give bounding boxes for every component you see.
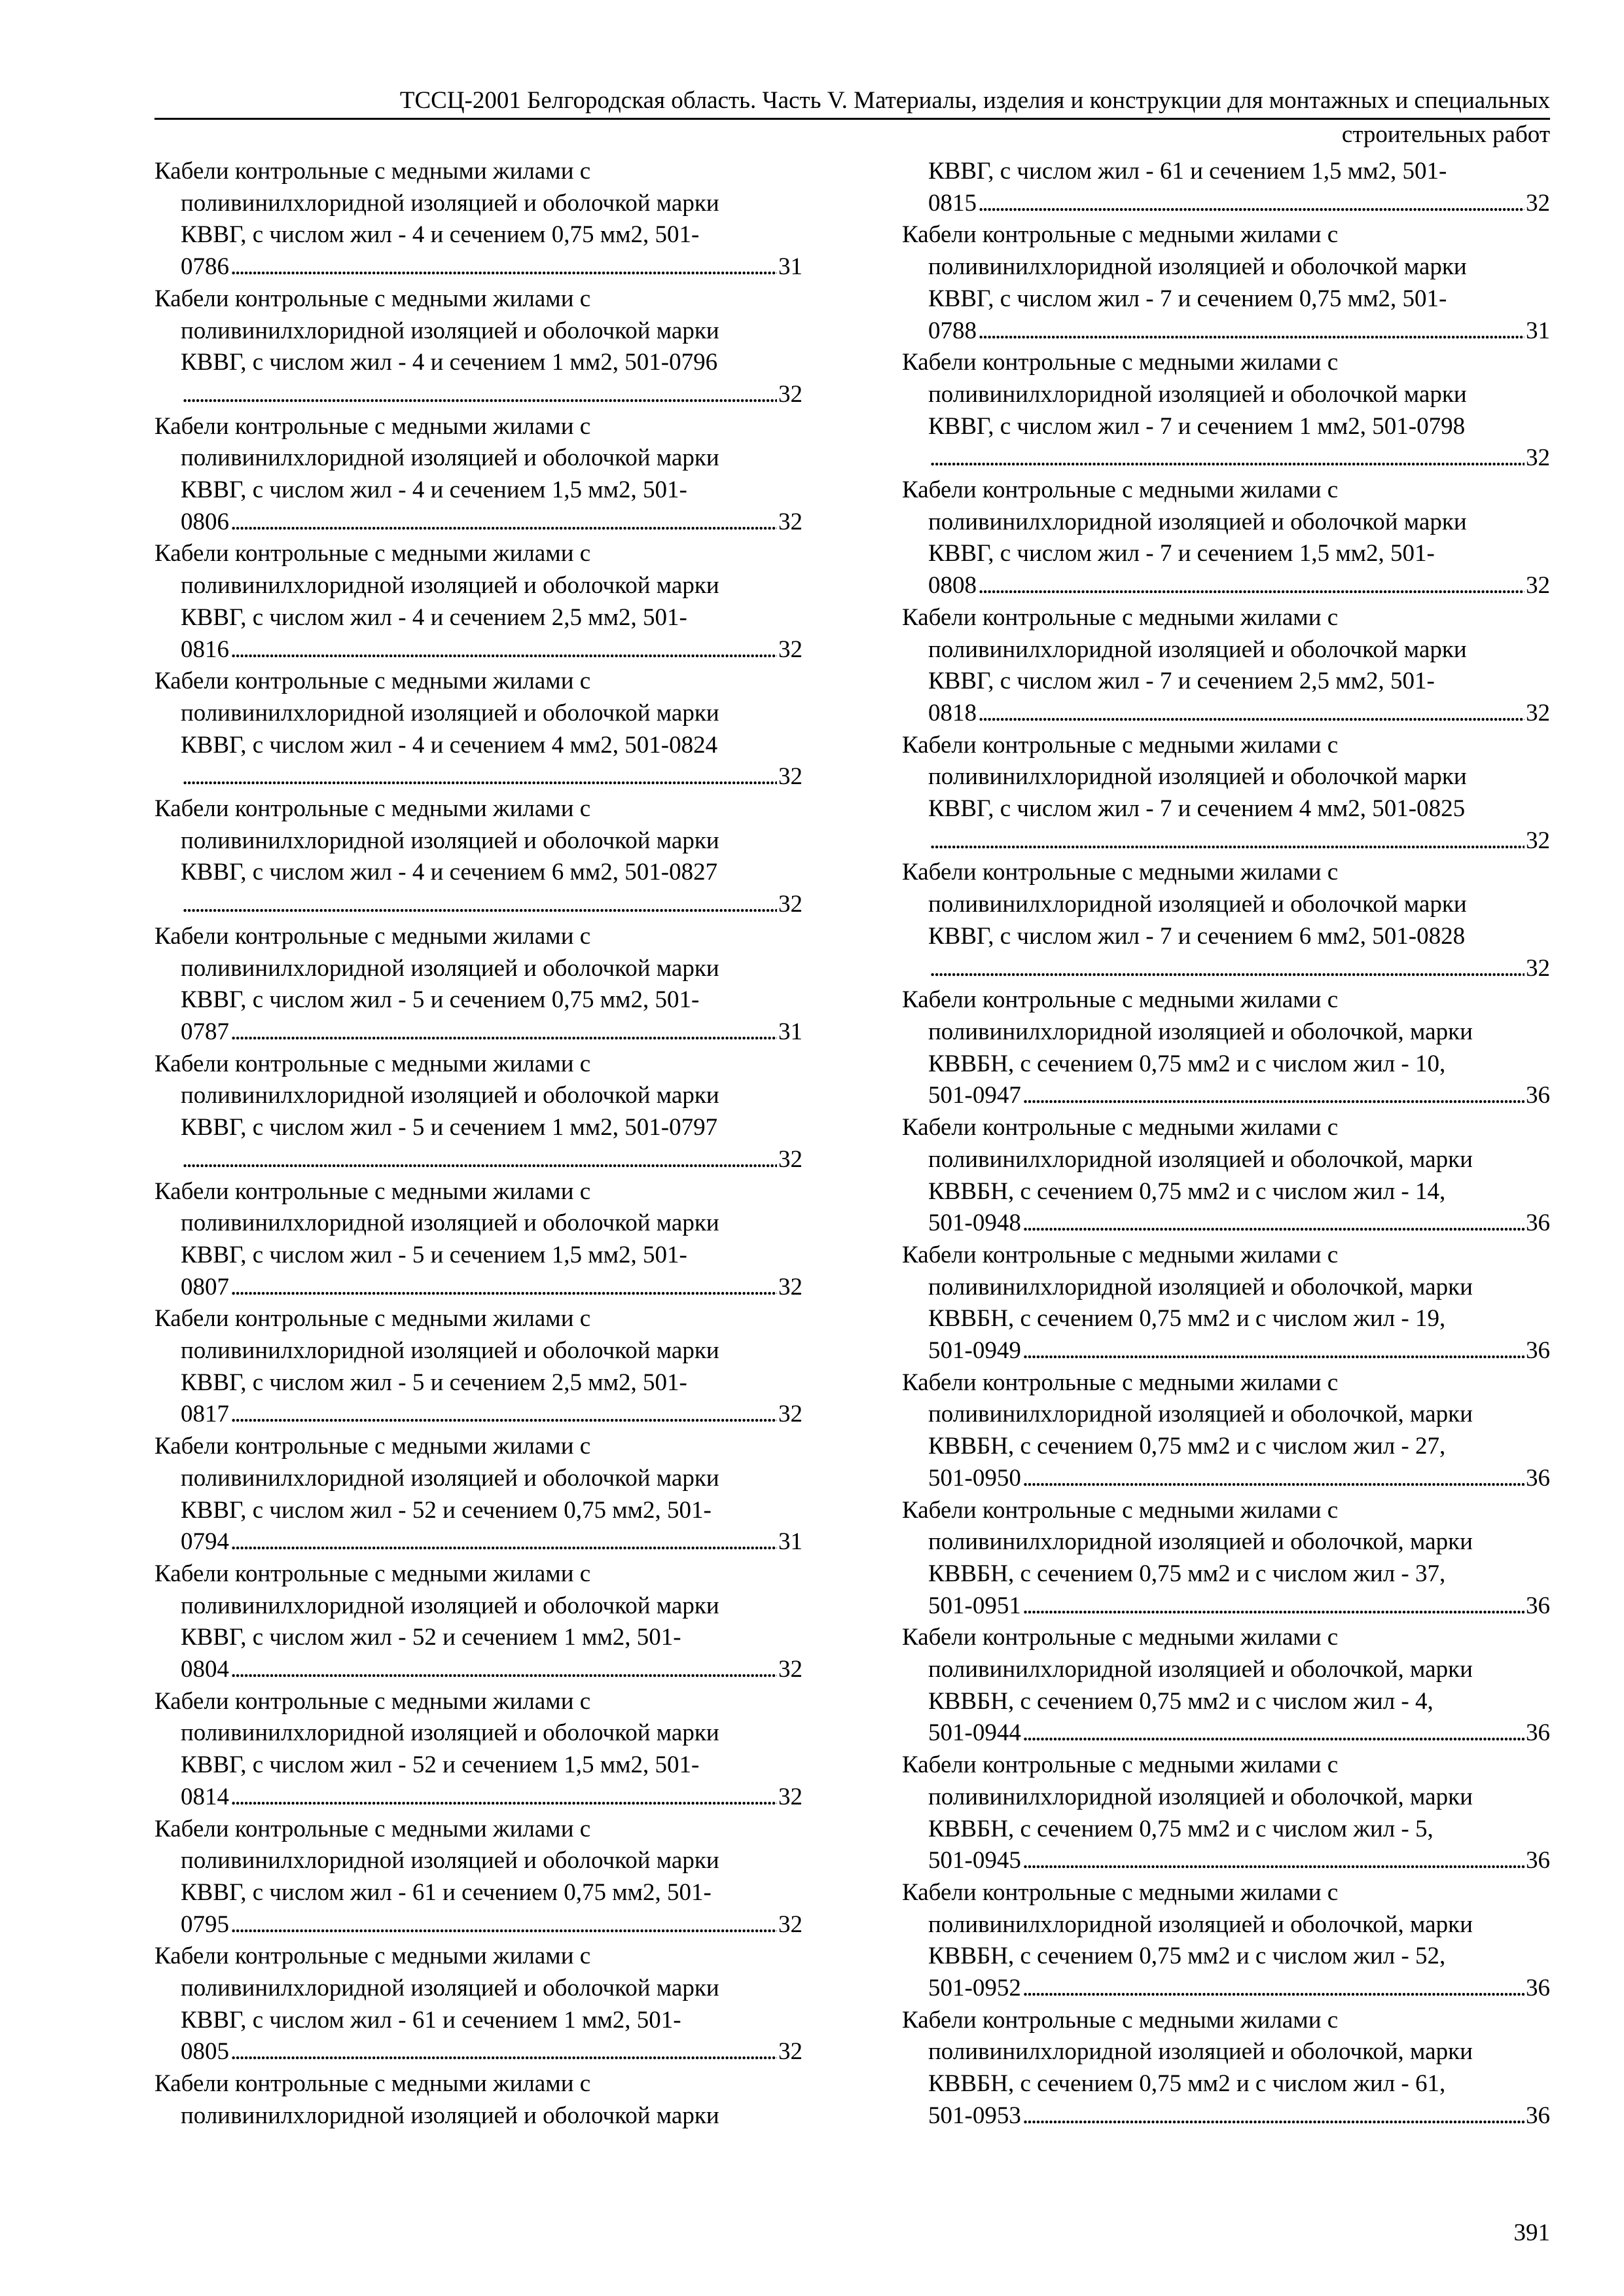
index-entry-text: поливинилхлоридной изоляцией и оболочкой марки <box>181 2102 719 2129</box>
index-entry-page: 32 <box>1526 699 1550 726</box>
running-header-line-1: ТССЦ-2001 Белгородская область. Часть V. Материалы, изделия и конструкции для монтажных и специальных <box>154 85 1550 120</box>
index-entry-text: поливинилхлоридной изоляцией и оболочкой марки <box>181 954 719 982</box>
index-entry-text: Кабели контрольные с медными жилами с <box>902 349 1339 376</box>
index-entry-text: Кабели контрольные с медными жилами с <box>902 859 1339 886</box>
dot-leader <box>230 507 777 539</box>
index-entry-code: 0807 <box>181 1273 229 1300</box>
index-entry-text: поливинилхлоридной изоляцией и оболочкой марки <box>181 1082 719 1109</box>
page-number: 391 <box>1513 2219 1550 2246</box>
index-entry-text: Кабели контрольные с медными жилами с <box>154 1687 591 1715</box>
index-entry-text: КВВБН, с сечением 0,75 мм2 и с числом жил - 37, <box>928 1560 1446 1587</box>
index-entry-leader-line <box>902 953 1550 985</box>
index-entry-leader-line <box>154 1399 803 1431</box>
index-entry-page: 31 <box>778 253 803 281</box>
index-entry-text: поливинилхлоридной изоляцией и оболочкой марки <box>928 763 1467 791</box>
index-entry-text: КВВБН, с сечением 0,75 мм2 и с числом жил - 19, <box>928 1305 1446 1333</box>
index-entry-leader-line <box>902 1717 1550 1749</box>
index-entry-leader-line <box>154 1016 803 1049</box>
index-entry-text: КВВБН, с сечением 0,75 мм2 и с числом жил - 5, <box>928 1815 1434 1842</box>
index-entry-text: КВВГ, с числом жил - 7 и сечением 0,75 мм2, 501- <box>928 285 1447 312</box>
index-entry-leader-line <box>902 1208 1550 1240</box>
index-entry-text: Кабели контрольные с медными жилами с <box>154 1815 591 1842</box>
index-entry <box>902 1622 1550 1749</box>
index-entry-page: 32 <box>1526 572 1550 600</box>
index-entry-leader-line <box>902 1845 1550 1877</box>
index-entry-text: поливинилхлоридной изоляцией и оболочкой марки <box>181 827 719 854</box>
index-entry-code: 501-0947 <box>928 1082 1021 1109</box>
index-entry-code: 501-0948 <box>928 1210 1021 1237</box>
index-entry-page: 31 <box>1526 317 1550 344</box>
index-entry-text: Кабели контрольные с медными жилами с <box>902 731 1339 759</box>
index-entry-text: Кабели контрольные с медными жилами с <box>154 1560 591 1587</box>
index-entry-text: Кабели контрольные с медными жилами с <box>154 540 591 567</box>
index-entry-text: КВВГ, с числом жил - 4 и сечением 6 мм2, 501-0827 <box>181 859 718 886</box>
index-entry-text: КВВБН, с сечением 0,75 мм2 и с числом жил - 10, <box>928 1050 1446 1077</box>
index-entry-text: поливинилхлоридной изоляцией и оболочкой, марки <box>928 2038 1473 2066</box>
index-entry-page: 31 <box>778 1528 803 1556</box>
index-entry-text: Кабели контрольные с медными жилами с <box>154 668 591 695</box>
index-entry-code: 0794 <box>181 1528 229 1556</box>
index-entry-leader-line <box>154 1654 803 1686</box>
index-entry <box>902 475 1550 602</box>
index-entry-code: 0818 <box>928 699 977 726</box>
index-entry-text: Кабели контрольные с медными жилами с <box>154 1433 591 1460</box>
index-entry-code: 501-0944 <box>928 1719 1021 1747</box>
index-entry-leader-line <box>902 825 1550 857</box>
index-entry-text: поливинилхлоридной изоляцией и оболочкой, марки <box>928 1018 1473 1045</box>
index-entry-text: Кабели контрольные с медными жилами с <box>902 986 1339 1014</box>
index-entry <box>154 283 803 411</box>
dot-leader <box>230 2036 777 2068</box>
index-entry <box>154 411 803 539</box>
index-entry-code: 501-0951 <box>928 1592 1021 1619</box>
index-entry <box>154 1176 803 1304</box>
index-entry-page: 32 <box>778 1783 803 1810</box>
index-entry-text: КВВБН, с сечением 0,75 мм2 и с числом жил - 14, <box>928 1177 1446 1205</box>
index-entry-text: КВВБН, с сечением 0,75 мм2 и с числом жил - 27, <box>928 1433 1446 1460</box>
index-entry-text: поливинилхлоридной изоляцией и оболочкой марки <box>181 1975 719 2002</box>
index-entry-leader-line <box>154 379 803 411</box>
index-entry-text: поливинилхлоридной изоляцией и оболочкой, марки <box>928 1656 1473 1683</box>
index-entry-page: 36 <box>1526 1210 1550 1237</box>
index-entry-page: 36 <box>1526 1592 1550 1619</box>
index-entry-continuation <box>902 156 1550 219</box>
index-entry-leader-line <box>902 2100 1550 2132</box>
index-entry-leader-line <box>154 2036 803 2068</box>
index-entry-code: 501-0953 <box>928 2102 1021 2129</box>
index-entry <box>154 1686 803 1814</box>
index-entry-text: Кабели контрольные с медными жилами с <box>154 1050 591 1077</box>
index-entry-page: 32 <box>778 380 803 408</box>
dot-leader <box>182 889 777 921</box>
dot-leader <box>1022 1717 1525 1749</box>
index-entry-page: 32 <box>778 1656 803 1683</box>
index-entry-page: 32 <box>1526 954 1550 982</box>
index-entry-text: Кабели контрольные с медными жилами с <box>154 2070 591 2098</box>
index-entry-leader-line <box>154 251 803 283</box>
index-entry-text: КВВГ, с числом жил - 52 и сечением 1 мм2, 501- <box>181 1624 681 1651</box>
dot-leader <box>1022 1080 1525 1112</box>
index-entry-leader-line <box>154 1782 803 1814</box>
index-entry-page: 32 <box>778 2038 803 2066</box>
index-entry-text: КВВГ, с числом жил - 52 и сечением 0,75 мм2, 501- <box>181 1496 712 1524</box>
index-entry-text: КВВГ, с числом жил - 4 и сечением 2,5 мм2, 501- <box>181 603 687 631</box>
index-entry-text: поливинилхлоридной изоляцией и оболочкой марки <box>181 1337 719 1365</box>
dot-leader <box>1022 1463 1525 1495</box>
dot-leader <box>1022 2100 1525 2132</box>
index-entry <box>902 602 1550 730</box>
index-column-right <box>902 156 1550 2132</box>
index-entry-leader-line <box>154 761 803 793</box>
index-entry-leader-line <box>902 698 1550 730</box>
dot-leader <box>978 188 1525 220</box>
index-entry-page: 32 <box>778 1273 803 1300</box>
index-entry-text: КВВГ, с числом жил - 7 и сечением 1 мм2, 501-0798 <box>928 412 1466 440</box>
index-entry-page: 31 <box>778 1018 803 1045</box>
dot-leader <box>929 442 1525 475</box>
dot-leader <box>929 825 1525 857</box>
index-entry-code: 0804 <box>181 1656 229 1683</box>
index-entry-text: поливинилхлоридной изоляцией и оболочкой, марки <box>928 1910 1473 1938</box>
index-entry-code: 0787 <box>181 1018 229 1045</box>
index-entry-text: поливинилхлоридной изоляцией и оболочкой марки <box>181 317 719 344</box>
index-entry <box>154 1558 803 1686</box>
index-entry-text: поливинилхлоридной изоляцией и оболочкой марки <box>181 189 719 217</box>
index-entry <box>154 538 803 666</box>
index-entry-code: 501-0945 <box>928 1847 1021 1874</box>
index-entry-text: Кабели контрольные с медными жилами с <box>154 795 591 823</box>
index-column-left <box>154 156 803 2132</box>
index-entry <box>902 984 1550 1112</box>
index-entry-text: поливинилхлоридной изоляцией и оболочкой марки <box>181 1847 719 1874</box>
index-entry-text: поливинилхлоридной изоляцией и оболочкой марки <box>181 1210 719 1237</box>
index-entry-page: 36 <box>1526 2102 1550 2129</box>
index-entry-leader-line <box>902 315 1550 348</box>
index-entry-text: КВВГ, с числом жил - 7 и сечением 4 мм2, 501-0825 <box>928 795 1466 823</box>
index-entry-page: 32 <box>778 763 803 791</box>
index-entry-leader-line <box>154 1272 803 1304</box>
index-entry-text: КВВГ, с числом жил - 61 и сечением 0,75 мм2, 501- <box>181 1878 712 1906</box>
dot-leader <box>230 634 777 666</box>
dot-leader <box>230 1526 777 1558</box>
index-entry-text: Кабели контрольные с медными жилами с <box>902 1241 1339 1268</box>
index-entry-code: 0816 <box>181 636 229 663</box>
index-entry-page: 36 <box>1526 1337 1550 1365</box>
index-entry-text: поливинилхлоридной изоляцией и оболочкой, марки <box>928 1273 1473 1300</box>
index-entry-code: 0805 <box>181 2038 229 2066</box>
index-entry-continued <box>154 2068 803 2132</box>
index-entry-page: 32 <box>778 636 803 663</box>
index-entry <box>902 1112 1550 1240</box>
index-entry <box>902 1367 1550 1495</box>
index-entry-text: Кабели контрольные с медными жилами с <box>902 1496 1339 1524</box>
index-entry-page: 32 <box>1526 827 1550 854</box>
index-entry-leader-line <box>154 1144 803 1176</box>
dot-leader <box>978 315 1525 348</box>
index-entry-leader-line <box>902 1463 1550 1495</box>
dot-leader <box>1022 1335 1525 1367</box>
dot-leader <box>1022 1590 1525 1623</box>
dot-leader <box>182 1144 777 1176</box>
index-entry <box>154 156 803 283</box>
index-entry-text: КВВБН, с сечением 0,75 мм2 и с числом жил - 4, <box>928 1687 1434 1715</box>
index-entry <box>154 1814 803 1941</box>
dot-leader <box>230 1654 777 1686</box>
dot-leader <box>1022 1973 1525 2005</box>
index-entry-leader-line <box>154 1526 803 1558</box>
index-entry <box>902 1495 1550 1623</box>
index-entry-text: КВВГ, с числом жил - 7 и сечением 6 мм2, 501-0828 <box>928 922 1466 950</box>
index-entry-leader-line <box>902 1080 1550 1112</box>
index-entry-text: КВВГ, с числом жил - 4 и сечением 0,75 мм2, 501- <box>181 221 700 249</box>
index-entry-text: Кабели контрольные с медными жилами с <box>902 221 1339 249</box>
index-entry-text: поливинилхлоридной изоляцией и оболочкой марки <box>928 253 1467 281</box>
index-entry-text: поливинилхлоридной изоляцией и оболочкой марки <box>928 508 1467 535</box>
index-entry-text: поливинилхлоридной изоляцией и оболочкой марки <box>928 891 1467 918</box>
index-entry-text: КВВГ, с числом жил - 4 и сечением 1,5 мм2, 501- <box>181 476 687 504</box>
index-entry-page: 32 <box>778 891 803 918</box>
index-entry-text: Кабели контрольные с медными жилами с <box>154 1943 591 1970</box>
index-entry-page: 32 <box>778 1910 803 1938</box>
index-entry-page: 32 <box>778 508 803 535</box>
index-entry-code: 501-0952 <box>928 1975 1021 2002</box>
index-entry <box>154 1431 803 1558</box>
index-entry-page: 36 <box>1526 1082 1550 1109</box>
dot-leader <box>929 953 1525 985</box>
index-entry-code: 0817 <box>181 1401 229 1428</box>
dot-leader <box>230 1399 777 1431</box>
index-entry-leader-line <box>154 1909 803 1941</box>
index-entry-text: Кабели контрольные с медными жилами с <box>902 603 1339 631</box>
index-entry-text: поливинилхлоридной изоляцией и оболочкой марки <box>181 1592 719 1619</box>
index-entry-code: 0795 <box>181 1910 229 1938</box>
running-header-line-2: строительных работ <box>1341 121 1550 148</box>
index-entry-code: 501-0950 <box>928 1464 1021 1492</box>
index-entry-text: КВВГ, с числом жил - 7 и сечением 1,5 мм2, 501- <box>928 540 1435 567</box>
index-entry-code: 501-0949 <box>928 1337 1021 1365</box>
index-entry-text: КВВГ, с числом жил - 4 и сечением 1 мм2, 501-0796 <box>181 349 718 376</box>
index-entry-text: Кабели контрольные с медными жилами с <box>902 2006 1339 2034</box>
dot-leader <box>182 379 777 411</box>
index-entry-text: КВВГ, с числом жил - 5 и сечением 0,75 мм2, 501- <box>181 986 700 1014</box>
index-entry-leader-line <box>902 1973 1550 2005</box>
index-entry-text: КВВБН, с сечением 0,75 мм2 и с числом жил - 61, <box>928 2070 1446 2098</box>
index-entry-code: 0815 <box>928 189 977 217</box>
index-entry-text: поливинилхлоридной изоляцией и оболочкой марки <box>181 699 719 726</box>
index-entry-page: 32 <box>1526 189 1550 217</box>
index-entry <box>154 793 803 921</box>
index-entry-leader-line <box>902 570 1550 602</box>
index-entry-page: 36 <box>1526 1847 1550 1874</box>
index-entry-page: 32 <box>1526 444 1550 472</box>
index-entry-text: КВВБН, с сечением 0,75 мм2 и с числом жил - 52, <box>928 1943 1446 1970</box>
dot-leader <box>182 761 777 793</box>
index-entry <box>154 921 803 1049</box>
index-entry-code: 0814 <box>181 1783 229 1810</box>
index-entry-text: КВВГ, с числом жил - 52 и сечением 1,5 мм2, 501- <box>181 1751 700 1779</box>
index-entry-text: КВВГ, с числом жил - 7 и сечением 2,5 мм2, 501- <box>928 668 1435 695</box>
index-entry <box>902 347 1550 475</box>
index-entry-leader-line <box>902 1590 1550 1623</box>
index-entry-text: поливинилхлоридной изоляцией и оболочкой марки <box>181 444 719 472</box>
index-entry-text: КВВГ, с числом жил - 4 и сечением 4 мм2, 501-0824 <box>181 731 718 759</box>
index-entry-code: 0786 <box>181 253 229 281</box>
index-entry <box>902 2005 1550 2132</box>
index-entry-page: 32 <box>778 1145 803 1173</box>
index-entry-text: Кабели контрольные с медными жилами с <box>902 1751 1339 1779</box>
index-entry-text: Кабели контрольные с медными жилами с <box>154 158 591 185</box>
index-entry-text: поливинилхлоридной изоляцией и оболочкой марки <box>181 1464 719 1492</box>
index-entry-text: поливинилхлоридной изоляцией и оболочкой, марки <box>928 1145 1473 1173</box>
index-entry-text: Кабели контрольные с медными жилами с <box>154 1177 591 1205</box>
dot-leader <box>1022 1208 1525 1240</box>
index-entry-text: КВВГ, с числом жил - 61 и сечением 1 мм2, 501- <box>181 2006 681 2034</box>
index-entry-text: Кабели контрольные с медными жилами с <box>902 476 1339 504</box>
index-entry-leader-line <box>154 889 803 921</box>
index-entry-text: Кабели контрольные с медными жилами с <box>902 1114 1339 1141</box>
dot-leader <box>1022 1845 1525 1877</box>
index-entry-leader-line <box>902 442 1550 475</box>
index-entry-leader-line <box>902 188 1550 220</box>
index-entry-text: поливинилхлоридной изоляцией и оболочкой марки <box>181 572 719 600</box>
index-entry-code: 0806 <box>181 508 229 535</box>
index-entry <box>154 666 803 793</box>
index-entry-leader-line <box>154 634 803 666</box>
index-entry-text: Кабели контрольные с медными жилами с <box>154 285 591 312</box>
index-entry <box>902 857 1550 984</box>
index-entry-text: Кабели контрольные с медными жилами с <box>902 1369 1339 1396</box>
dot-leader <box>230 1782 777 1814</box>
index-entry-text: Кабели контрольные с медными жилами с <box>154 1305 591 1333</box>
dot-leader <box>230 251 777 283</box>
index-entry-code: 0788 <box>928 317 977 344</box>
index-entry-text: Кабели контрольные с медными жилами с <box>154 412 591 440</box>
index-entry-text: КВВГ, с числом жил - 5 и сечением 1 мм2, 501-0797 <box>181 1114 718 1141</box>
dot-leader <box>978 570 1525 602</box>
index-entry-leader-line <box>154 507 803 539</box>
index-entry-text: поливинилхлоридной изоляцией и оболочкой, марки <box>928 1783 1473 1810</box>
index-entry <box>902 730 1550 857</box>
index-entry <box>154 1303 803 1431</box>
index-entry-leader-line <box>902 1335 1550 1367</box>
index-entry-text: поливинилхлоридной изоляцией и оболочкой марки <box>928 636 1467 663</box>
index-entry-page: 32 <box>778 1401 803 1428</box>
index-entry-code: 0808 <box>928 572 977 600</box>
index-entry-page: 36 <box>1526 1719 1550 1747</box>
dot-leader <box>230 1909 777 1941</box>
index-entry-text: Кабели контрольные с медными жилами с <box>902 1878 1339 1906</box>
index-entry-text: КВВГ, с числом жил - 5 и сечением 2,5 мм2, 501- <box>181 1369 687 1396</box>
index-entry-text: Кабели контрольные с медными жилами с <box>902 1624 1339 1651</box>
index-entry-text: Кабели контрольные с медными жилами с <box>154 922 591 950</box>
index-entry-text: КВВГ, с числом жил - 61 и сечением 1,5 мм2, 501- <box>928 158 1447 185</box>
index-entry <box>154 1049 803 1176</box>
index-entry-text: поливинилхлоридной изоляцией и оболочкой марки <box>181 1719 719 1747</box>
index-entry <box>902 1877 1550 2005</box>
dot-leader <box>978 698 1525 730</box>
index-entry-text: КВВГ, с числом жил - 5 и сечением 1,5 мм2, 501- <box>181 1241 687 1268</box>
dot-leader <box>230 1272 777 1304</box>
dot-leader <box>230 1016 777 1049</box>
index-entry <box>902 1240 1550 1367</box>
index-entry-text: поливинилхлоридной изоляцией и оболочкой марки <box>928 380 1467 408</box>
index-entry <box>902 1749 1550 1877</box>
index-entry-text: поливинилхлоридной изоляцией и оболочкой, марки <box>928 1401 1473 1428</box>
index-entry-text: поливинилхлоридной изоляцией и оболочкой, марки <box>928 1528 1473 1556</box>
index-entry <box>902 219 1550 347</box>
index-entry-page: 36 <box>1526 1464 1550 1492</box>
index-entry <box>154 1941 803 2068</box>
index-entry-page: 36 <box>1526 1975 1550 2002</box>
